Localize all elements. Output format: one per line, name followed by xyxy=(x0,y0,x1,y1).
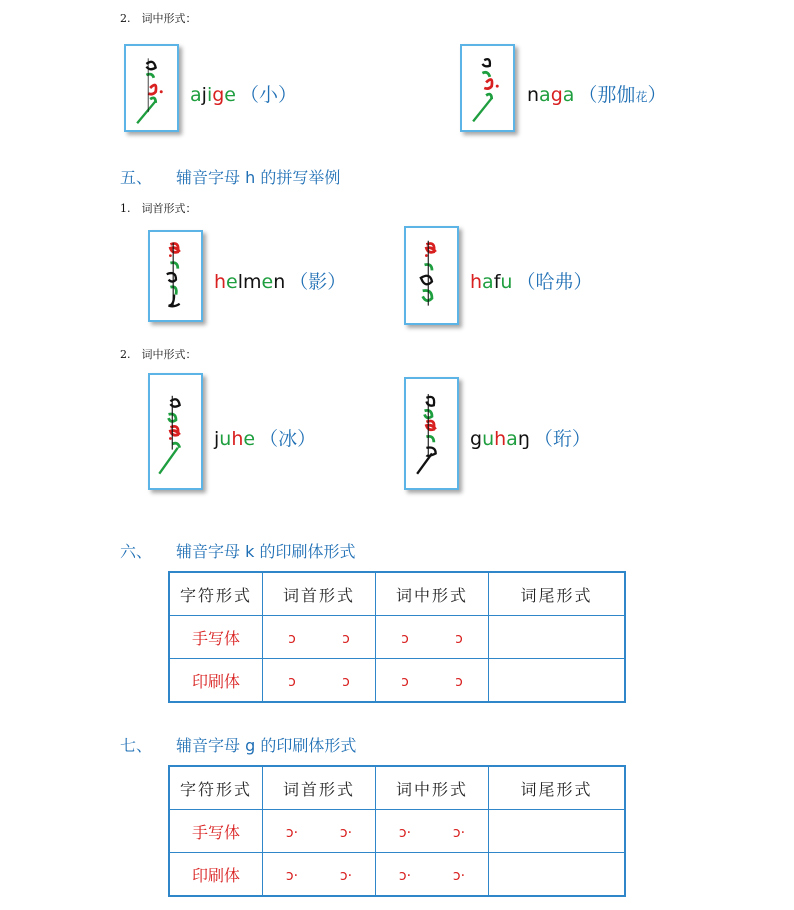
table-k-header: 词中形式 xyxy=(376,572,489,616)
table-k-header: 字符形式 xyxy=(169,572,263,616)
glyph: ɔ xyxy=(342,630,350,647)
cell-medial xyxy=(376,616,489,659)
letter: g xyxy=(550,84,563,106)
subheading-initial-form: 1. 词首形式： xyxy=(120,202,197,215)
word-ajige-latin xyxy=(190,84,236,106)
letter: a xyxy=(562,84,575,106)
letter: e xyxy=(226,271,238,293)
word-guhan xyxy=(470,424,591,451)
table-g-header: 词中形式 xyxy=(376,766,489,810)
word-hafu-gloss: （哈弗） xyxy=(516,271,593,293)
word-naga-gloss: （那伽花） xyxy=(578,84,667,106)
glyph: ɔ· xyxy=(398,824,412,841)
script-card-helmen xyxy=(148,230,203,322)
glyph: ɔ xyxy=(288,630,296,647)
table-k-header: 词尾形式 xyxy=(489,572,626,616)
script-card-guhan xyxy=(404,377,459,490)
letter: j xyxy=(214,428,220,450)
mongolian-script-helmen xyxy=(150,232,201,320)
cell-initial xyxy=(263,853,376,897)
table-k-header: 词首形式 xyxy=(263,572,376,616)
word-helmen-gloss: （影） xyxy=(289,271,347,293)
mongolian-script-juhe xyxy=(150,375,201,488)
letter: a xyxy=(190,84,202,106)
table-g-header-row xyxy=(169,766,625,810)
table-k-header-row xyxy=(169,572,625,616)
letter: a xyxy=(482,271,494,293)
glyph: ɔ· xyxy=(339,867,353,884)
letter: i xyxy=(206,84,213,106)
word-helmen xyxy=(214,267,346,294)
cell-final xyxy=(489,810,626,853)
glyph: ɔ xyxy=(401,630,409,647)
word-juhe-latin xyxy=(214,428,255,450)
row-label-handwritten: 手写体 xyxy=(169,616,263,659)
word-guhan-latin xyxy=(470,428,530,450)
word-helmen-latin xyxy=(214,271,285,293)
subheading-medial-form: 2. 词中形式： xyxy=(120,12,197,25)
letter: j xyxy=(201,84,207,106)
glyph: ɔ· xyxy=(339,824,353,841)
letter: g xyxy=(212,84,225,106)
script-card-ajige xyxy=(124,44,179,132)
table-g-forms xyxy=(168,765,626,897)
letter: g xyxy=(470,428,483,450)
table-k-forms xyxy=(168,571,626,703)
letter: m xyxy=(243,271,262,293)
table-row xyxy=(169,810,625,853)
word-ajige xyxy=(190,80,297,107)
script-card-juhe xyxy=(148,373,203,490)
letter: n xyxy=(273,271,286,293)
letter: e xyxy=(243,428,256,450)
glyph: ɔ xyxy=(288,673,296,690)
cell-final xyxy=(489,853,626,897)
cell-initial xyxy=(263,616,376,659)
row-label-printed: 印刷体 xyxy=(169,853,263,897)
letter: u xyxy=(500,271,513,293)
letter: a xyxy=(506,428,518,450)
word-guhan-gloss: （珩） xyxy=(533,428,591,450)
glyph: ɔ xyxy=(401,673,409,690)
cell-initial xyxy=(263,810,376,853)
word-hafu-latin xyxy=(470,271,512,293)
cell-medial xyxy=(376,810,489,853)
letter: h xyxy=(494,428,507,450)
row-label-printed: 印刷体 xyxy=(169,659,263,703)
letter: e xyxy=(224,84,236,106)
table-row xyxy=(169,616,625,659)
word-juhe xyxy=(214,424,316,451)
word-ajige-gloss: （小） xyxy=(239,84,297,106)
table-g-header: 字符形式 xyxy=(169,766,263,810)
script-card-hafu xyxy=(404,226,459,325)
section-heading-7: 七、 辅音字母 g 的印刷体形式 xyxy=(120,736,357,755)
letter: a xyxy=(539,84,551,106)
glyph: ɔ xyxy=(455,630,463,647)
glyph: ɔ· xyxy=(452,867,466,884)
letter: h xyxy=(470,271,483,293)
word-juhe-gloss: （冰） xyxy=(259,428,317,450)
letter: n xyxy=(527,84,540,106)
mongolian-script-guhan xyxy=(406,379,457,488)
cell-final xyxy=(489,616,626,659)
letter: u xyxy=(482,428,495,450)
letter: f xyxy=(493,271,501,293)
word-naga xyxy=(527,80,666,107)
glyph: ɔ· xyxy=(452,824,466,841)
cell-final xyxy=(489,659,626,703)
letter: h xyxy=(214,271,227,293)
glyph: ɔ· xyxy=(285,867,299,884)
cell-medial xyxy=(376,853,489,897)
mongolian-script-ajige xyxy=(126,46,177,130)
glyph: ɔ xyxy=(342,673,350,690)
word-hafu xyxy=(470,267,592,294)
row-label-handwritten: 手写体 xyxy=(169,810,263,853)
mongolian-script-hafu xyxy=(406,228,457,323)
cell-medial xyxy=(376,659,489,703)
section-heading-6: 六、 辅音字母 k 的印刷体形式 xyxy=(120,542,356,561)
letter: u xyxy=(219,428,232,450)
cell-initial xyxy=(263,659,376,703)
glyph: ɔ xyxy=(455,673,463,690)
table-row xyxy=(169,659,625,703)
letter: h xyxy=(231,428,244,450)
script-card-naga xyxy=(460,44,515,132)
mongolian-script-naga xyxy=(462,46,513,130)
table-g-header: 词尾形式 xyxy=(489,766,626,810)
letter: e xyxy=(261,271,274,293)
table-row xyxy=(169,853,625,897)
glyph: ɔ· xyxy=(398,867,412,884)
glyph: ɔ· xyxy=(285,824,299,841)
letter: ŋ xyxy=(517,428,530,450)
word-naga-latin xyxy=(527,84,574,106)
table-g-header: 词首形式 xyxy=(263,766,376,810)
subheading-medial-form-h: 2. 词中形式： xyxy=(120,348,197,361)
section-heading-5: 五、 辅音字母 h 的拼写举例 xyxy=(120,168,341,187)
letter: l xyxy=(237,271,244,293)
